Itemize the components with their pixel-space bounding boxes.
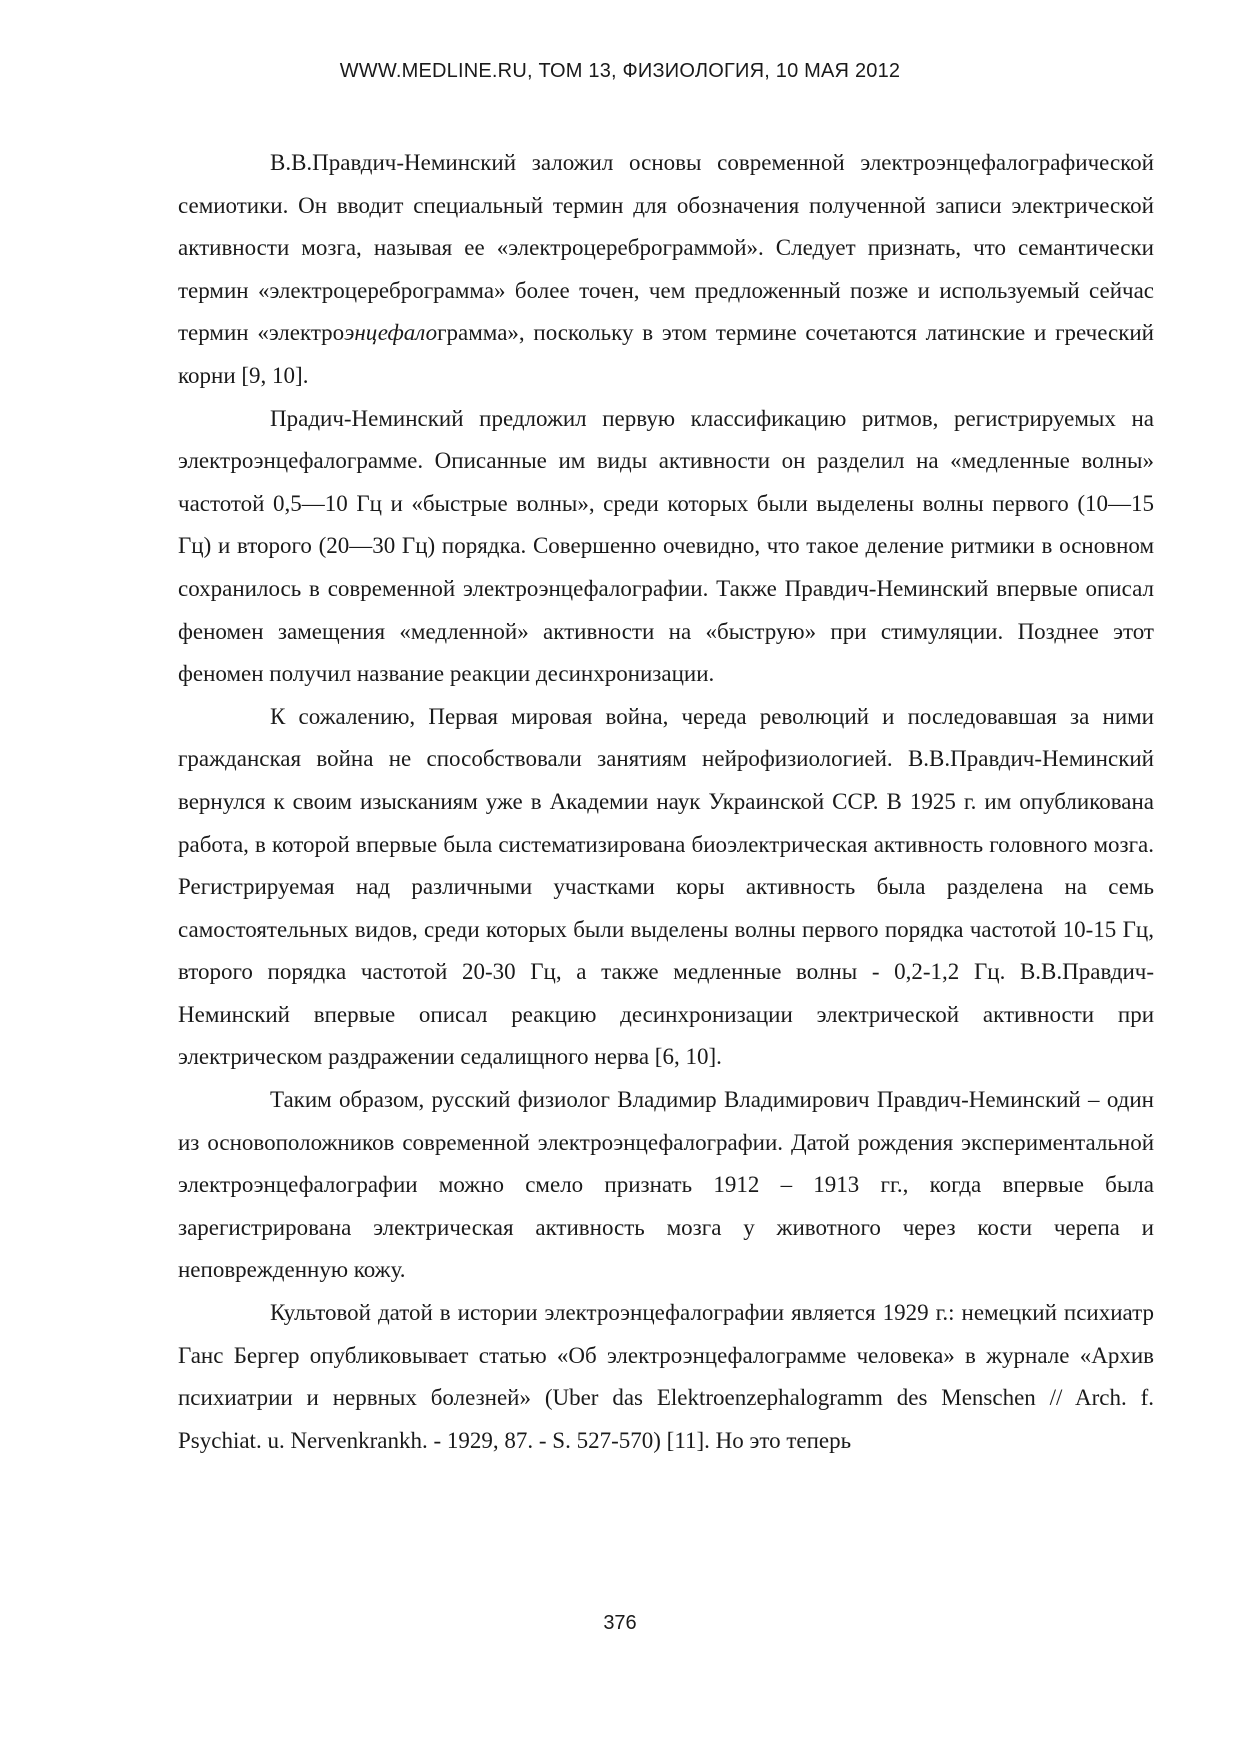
paragraph-5: Культовой датой в истории электроэнцефалографии является 1929 г.: немецкий психиатр Ганс Бергер опубликовывает статью «Об электроэнцефалограмме человека» в журнале «Архив психиатрии и нервных болезней» (Uber das Elektroenzephalogramm des Menschen // Arch. f. Psychiat. u. Nervenkrankh. - 1929, 87. - S. 527-570) [11]. Но это теперь [178, 1300, 1154, 1453]
paragraph-2: Прадич-Неминский предложил первую классификацию ритмов, регистрируемых на электроэнцефалограмме. Описанные им виды активности он разделил на «медленные волны» частотой 0,5—10 Гц и «быстрые волны», среди которых были выделены волны первого (10—15 Гц) и второго (20—30 Гц) порядка. Совершенно очевидно, что такое деление ритмики в основном сохранилось в современной электроэнцефалографии. Также Правдич-Неминский впервые описал феномен замещения «медленной» активности на «быструю» при стимуляции. Позднее этот феномен получил название реакции десинхронизации. [178, 405, 1154, 687]
paragraph-1 [178, 142, 1154, 398]
paragraph-1-end: грамма», поскольку в этом термине сочетаются латинские и греческий корни [9, 10]. [178, 320, 1154, 388]
running-header: WWW.MEDLINE.RU, ТОМ 13, ФИЗИОЛОГИЯ, 10 МАЯ 2012 [339, 60, 901, 82]
body-text [178, 142, 1154, 1462]
paragraph-1-emphasis: энцефало [344, 320, 438, 346]
paragraph-3: К сожалению, Первая мировая война, череда революций и последовавшая за ними гражданская война не способствовали занятиям нейрофизиологией. В.В.Правдич-Неминский вернулся к своим изысканиям уже в Академии наук Украинской ССР. В 1925 г. им опубликована работа, в которой впервые была систематизирована биоэлектрическая активность головного мозга. Регистрируемая над различными участками коры активность была разделена на семь самостоятельных видов, среди которых были выделены волны первого порядка частотой 10-15 Гц, второго порядка частотой 20-30 Гц, а также медленные волны - 0,2-1,2 Гц. В.В.Правдич-Неминский впервые описал реакцию десинхронизации электрической активности при электрическом раздражении седалищного нерва [6, 10]. [178, 703, 1154, 1070]
paragraph-4: Таким образом, русский физиолог Владимир Владимирович Правдич-Неминский – один из основоположников современной электроэнцефалографии. Датой рождения экспериментальной электроэнцефалографии можно смело признать 1912 – 1913 гг., когда впервые была зарегистрирована электрическая активность мозга у животного через кости черепа и неповрежденную кожу. [178, 1087, 1154, 1283]
paragraph-1-start: В.В.Правдич-Неминский заложил основы современной электроэнцефалографической семиотики. Он вводит специальный термин для обозначения полученной записи электрической активности мозга, называя ее «электроцереброграммой». Следует признать, что семантически термин «электроцереброграмма» более точен, чем предложенный позже и используемый сейчас термин «электро [178, 150, 1154, 346]
page-number: 376 [603, 1612, 637, 1634]
